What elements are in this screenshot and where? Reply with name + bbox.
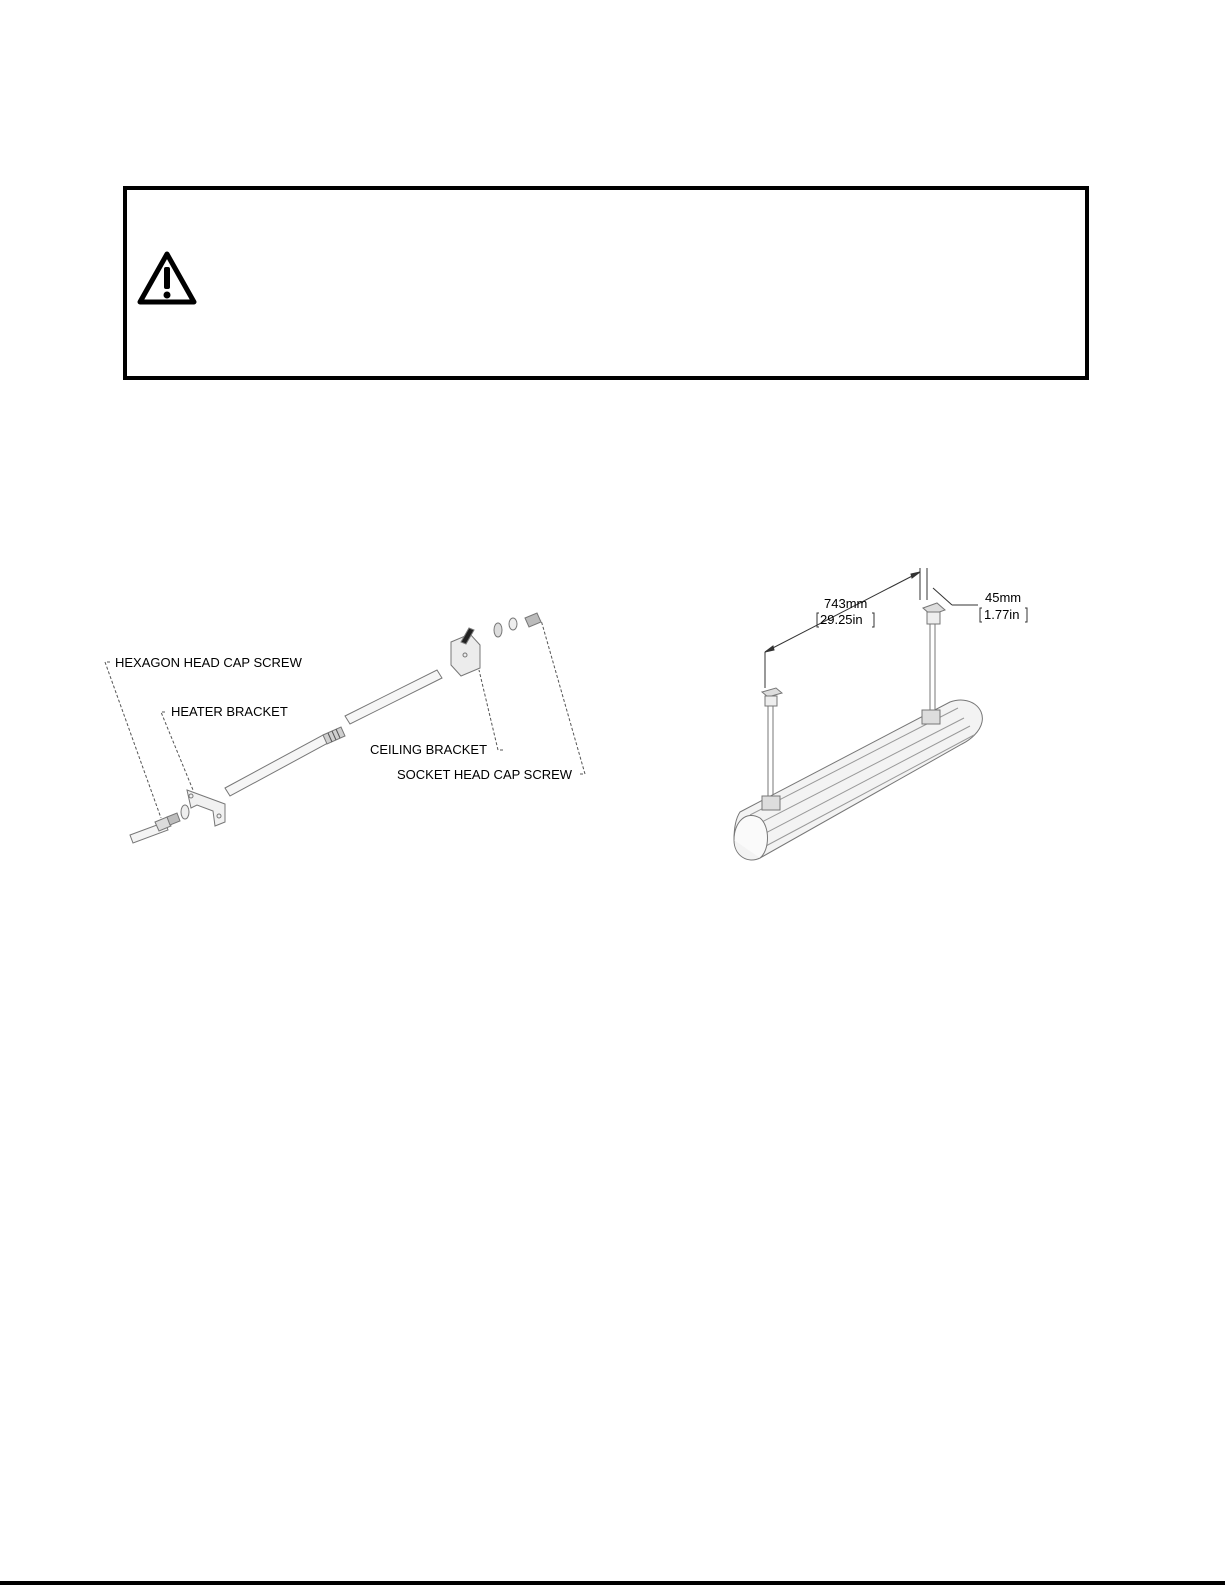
- page-bottom-rule: [0, 1581, 1225, 1585]
- hex-screw-label: HEXAGON HEAD CAP SCREW: [115, 655, 302, 670]
- ceiling-bracket-label: CEILING BRACKET: [370, 742, 488, 757]
- warning-triangle-icon: [137, 250, 197, 306]
- offset-in-label: 1.77in: [984, 607, 1020, 622]
- offset-mm-label: 45mm: [985, 590, 1022, 605]
- heater-bracket-label: HEATER BRACKET: [171, 704, 288, 719]
- socket-screw-label: SOCKET HEAD CAP SCREW: [397, 767, 573, 782]
- assembled-heater-diagram: [720, 560, 1050, 870]
- warning-box: [123, 186, 1089, 380]
- spacing-mm-label: 743mm: [824, 596, 868, 611]
- exploded-mounting-diagram: [95, 590, 595, 870]
- spacing-in-label: 29.25in: [820, 612, 863, 627]
